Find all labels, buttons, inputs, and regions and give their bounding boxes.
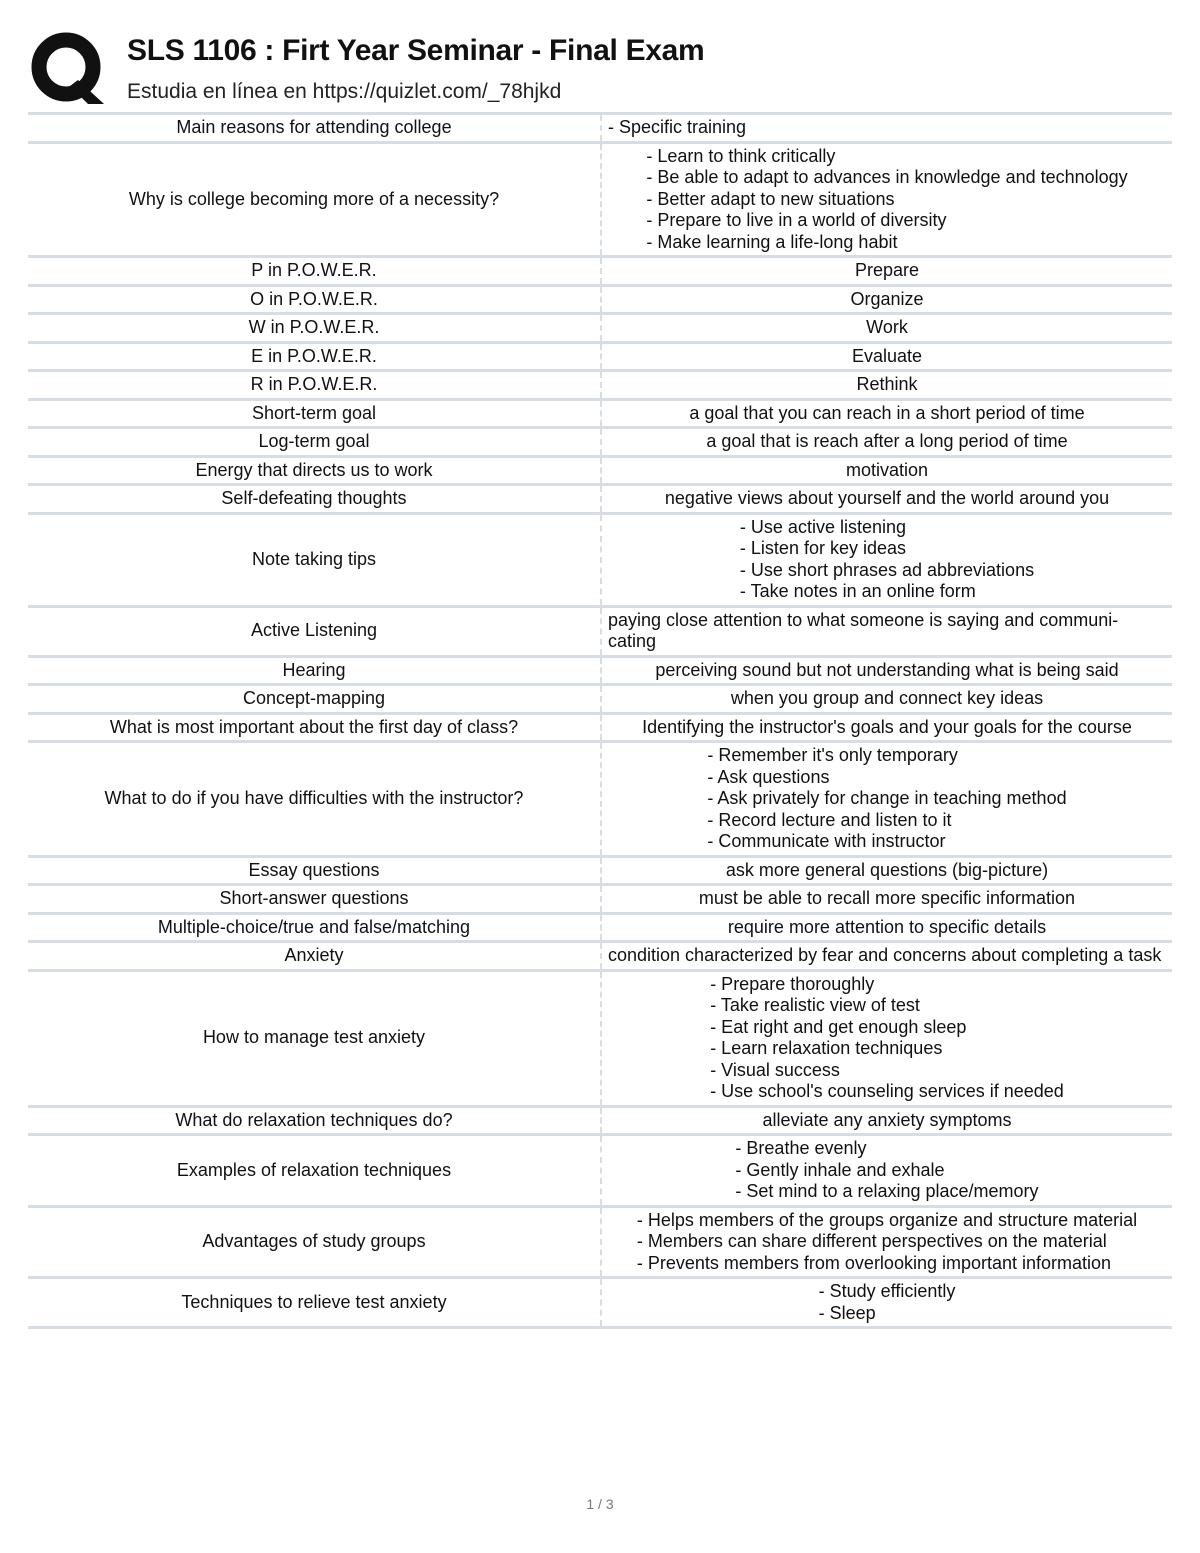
- flashcard-row: [28, 399, 1172, 428]
- flashcard-row: [28, 913, 1172, 942]
- flashcard-term: Techniques to relieve test anxiety: [28, 1278, 601, 1328]
- definition-line: - Helps members of the groups organize and structure material: [636, 1209, 1138, 1230]
- flashcard-table: [28, 112, 1172, 1329]
- definition-line: perceiving sound but not understanding what is being said: [655, 659, 1119, 680]
- definition-lines: [608, 431, 1166, 453]
- flashcard-row: [28, 656, 1172, 685]
- flashcard-term: Hearing: [28, 656, 601, 685]
- definition-text: paying close attention to what someone is saying and communi-cating: [608, 609, 1119, 651]
- flashcard-term: Multiple-choice/true and false/matching: [28, 913, 601, 942]
- flashcard-term: Main reasons for attending college: [28, 114, 601, 143]
- definition-line: negative views about yourself and the world around you: [664, 488, 1110, 508]
- flashcard-row: [28, 606, 1172, 656]
- definition-line: when you group and connect key ideas: [730, 688, 1044, 708]
- flashcard-definition: [601, 285, 1172, 314]
- definition-line: - Use short phrases ad abbreviations: [739, 559, 1035, 580]
- flashcard-definition: [601, 1278, 1172, 1328]
- flashcard-term: Energy that directs us to work: [28, 456, 601, 485]
- flashcard-term: P in P.O.W.E.R.: [28, 257, 601, 286]
- definition-line: a goal that is reach after a long period of time: [706, 431, 1068, 451]
- flashcard-row: [28, 856, 1172, 885]
- flashcard-term: Note taking tips: [28, 513, 601, 606]
- flashcard-term: Anxiety: [28, 942, 601, 971]
- flashcard-term: W in P.O.W.E.R.: [28, 314, 601, 343]
- flashcard-row: [28, 314, 1172, 343]
- flashcard-row: [28, 713, 1172, 742]
- definition-line: - Learn relaxation techniques: [710, 1038, 943, 1058]
- flashcard-term: Why is college becoming more of a necessity?: [28, 142, 601, 257]
- definition-line: - Ask privately for change in teaching method: [707, 788, 1067, 808]
- flashcard-definition: [601, 342, 1172, 371]
- flashcard-definition: [601, 742, 1172, 857]
- definition-lines: [608, 374, 1166, 396]
- page-number: 1 / 3: [586, 1496, 614, 1512]
- definition-line: - Communicate with instructor: [707, 831, 946, 851]
- definition-line: - Listen for key ideas: [739, 538, 906, 558]
- definition-line: motivation: [845, 459, 929, 480]
- flashcard-term: Short-answer questions: [28, 885, 601, 914]
- definition-line: Prepare: [854, 260, 920, 280]
- definition-line: Identifying the instructor's goals and your goals for the course: [642, 716, 1132, 737]
- page-title: SLS 1106 : Firt Year Seminar - Final Exam: [127, 34, 705, 67]
- definition-line: require more attention to specific details: [727, 916, 1047, 937]
- flashcard-row: [28, 1206, 1172, 1278]
- definition-lines: [608, 346, 1166, 368]
- definition-line: - Breathe evenly: [735, 1138, 867, 1158]
- definition-lines: [819, 1281, 956, 1324]
- flashcard-term: How to manage test anxiety: [28, 970, 601, 1106]
- definition-line: - Eat right and get enough sleep: [710, 1016, 967, 1037]
- definition-line: - Use school's counseling services if needed: [710, 1081, 1064, 1101]
- flashcard-definition: [601, 114, 1172, 143]
- flashcard-row: [28, 685, 1172, 714]
- flashcard-definition: [601, 606, 1172, 656]
- flashcard-definition: [601, 513, 1172, 606]
- definition-line: - Ask questions: [707, 766, 830, 787]
- definition-line: alleviate any anxiety symptoms: [762, 1109, 1012, 1130]
- definition-line: Organize: [850, 288, 924, 309]
- definition-line: Evaluate: [851, 345, 923, 366]
- flashcard-row: [28, 257, 1172, 286]
- flashcard-row: [28, 1135, 1172, 1207]
- definition-line: - Be able to adapt to advances in knowledge and technology: [646, 167, 1128, 187]
- flashcard-row: [28, 970, 1172, 1106]
- flashcard-term: What do relaxation techniques do?: [28, 1106, 601, 1135]
- flashcard-row: [28, 371, 1172, 400]
- definition-line: - Remember it's only temporary: [707, 745, 958, 765]
- flashcard-row: [28, 114, 1172, 143]
- definition-line: - Take realistic view of test: [710, 995, 920, 1015]
- definition-lines: [608, 403, 1166, 425]
- flashcard-definition: [601, 1206, 1172, 1278]
- definition-lines: [608, 917, 1166, 939]
- definition-lines: [740, 517, 1034, 603]
- definition-line: a goal that you can reach in a short period of time: [689, 402, 1085, 423]
- flashcard-definition: [601, 885, 1172, 914]
- flashcard-term: What is most important about the first day of class?: [28, 713, 601, 742]
- definition-line: - Make learning a life-long habit: [646, 231, 898, 252]
- definition-lines: [608, 888, 1166, 910]
- document-header: [30, 30, 1170, 110]
- flashcard-term: Active Listening: [28, 606, 601, 656]
- flashcard-term: O in P.O.W.E.R.: [28, 285, 601, 314]
- flashcard-row: [28, 285, 1172, 314]
- flashcard-term: Log-term goal: [28, 428, 601, 457]
- flashcard-definition: [601, 314, 1172, 343]
- definition-line: - Members can share different perspectives on the material: [636, 1231, 1107, 1251]
- definition-text: condition characterized by fear and concerns about completing a task: [608, 945, 1162, 965]
- flashcard-row: [28, 456, 1172, 485]
- flashcard-row: [28, 942, 1172, 971]
- definition-line: Work: [866, 317, 908, 337]
- quizlet-logo-icon: [30, 30, 106, 106]
- page-subtitle: Estudia en línea en https://quizlet.com/_78hjkd: [127, 80, 562, 103]
- flashcard-definition: [601, 142, 1172, 257]
- definition-lines: [608, 717, 1166, 739]
- definition-line: - Take notes in an online form: [739, 581, 976, 601]
- flashcard-definition: [601, 1135, 1172, 1207]
- definition-line: - Gently inhale and exhale: [735, 1159, 945, 1180]
- definition-lines: [710, 974, 1064, 1103]
- definition-lines: [608, 260, 1166, 282]
- definition-line: - Study efficiently: [818, 1281, 956, 1301]
- definition-line: - Use active listening: [739, 516, 906, 537]
- definition-line: - Better adapt to new situations: [646, 188, 895, 209]
- flashcard-term: E in P.O.W.E.R.: [28, 342, 601, 371]
- flashcard-row: [28, 342, 1172, 371]
- definition-lines: [637, 1210, 1137, 1275]
- definition-lines: [608, 488, 1166, 510]
- flashcard-term: Examples of relaxation techniques: [28, 1135, 601, 1207]
- flashcard-definition: [601, 856, 1172, 885]
- definition-lines: [707, 745, 1066, 853]
- definition-lines: [608, 860, 1166, 882]
- definition-lines: [608, 460, 1166, 482]
- flashcard-row: [28, 428, 1172, 457]
- definition-lines: [608, 660, 1166, 682]
- flashcard-definition: [601, 485, 1172, 514]
- definition-line: ask more general questions (big-picture): [725, 859, 1049, 880]
- flashcard-definition: [601, 399, 1172, 428]
- definition-lines: [608, 317, 1166, 339]
- flashcard-term: R in P.O.W.E.R.: [28, 371, 601, 400]
- flashcard-term: Advantages of study groups: [28, 1206, 601, 1278]
- definition-lines: [735, 1138, 1038, 1203]
- definition-line: - Sleep: [818, 1302, 876, 1323]
- flashcard-row: [28, 742, 1172, 857]
- flashcard-definition: [601, 371, 1172, 400]
- flashcard-definition: [601, 456, 1172, 485]
- flashcard-row: [28, 513, 1172, 606]
- definition-line: - Prevents members from overlooking important information: [636, 1252, 1112, 1273]
- flashcard-definition: [601, 685, 1172, 714]
- definition-line: must be able to recall more specific information: [698, 888, 1076, 908]
- definition-line: - Set mind to a relaxing place/memory: [735, 1181, 1039, 1201]
- flashcard-definition: [601, 257, 1172, 286]
- definition-line: - Learn to think critically: [646, 145, 836, 166]
- flashcard-definition: [601, 970, 1172, 1106]
- flashcard-definition: [601, 656, 1172, 685]
- flashcard-term: Self-defeating thoughts: [28, 485, 601, 514]
- flashcard-row: [28, 1106, 1172, 1135]
- definition-line: - Prepare to live in a world of diversity: [646, 210, 947, 230]
- flashcard-definition: [601, 942, 1172, 971]
- definition-line: - Record lecture and listen to it: [707, 809, 952, 830]
- definition-line: - Prepare thoroughly: [710, 973, 875, 994]
- definition-lines: [608, 1110, 1166, 1132]
- definition-text: - Specific training: [608, 117, 747, 137]
- definition-lines: [608, 688, 1166, 710]
- flashcard-row: [28, 485, 1172, 514]
- definition-lines: [646, 146, 1127, 254]
- flashcard-definition: [601, 428, 1172, 457]
- flashcard-definition: [601, 1106, 1172, 1135]
- flashcard-row: [28, 885, 1172, 914]
- flashcard-row: [28, 1278, 1172, 1328]
- definition-lines: [608, 289, 1166, 311]
- flashcard-term: Concept-mapping: [28, 685, 601, 714]
- definition-line: Rethink: [856, 374, 918, 394]
- flashcard-term: What to do if you have difficulties with the instructor?: [28, 742, 601, 857]
- flashcard-term: Short-term goal: [28, 399, 601, 428]
- definition-line: - Visual success: [710, 1059, 840, 1080]
- flashcard-definition: [601, 913, 1172, 942]
- flashcard-term: Essay questions: [28, 856, 601, 885]
- flashcard-row: [28, 142, 1172, 257]
- flashcard-definition: [601, 713, 1172, 742]
